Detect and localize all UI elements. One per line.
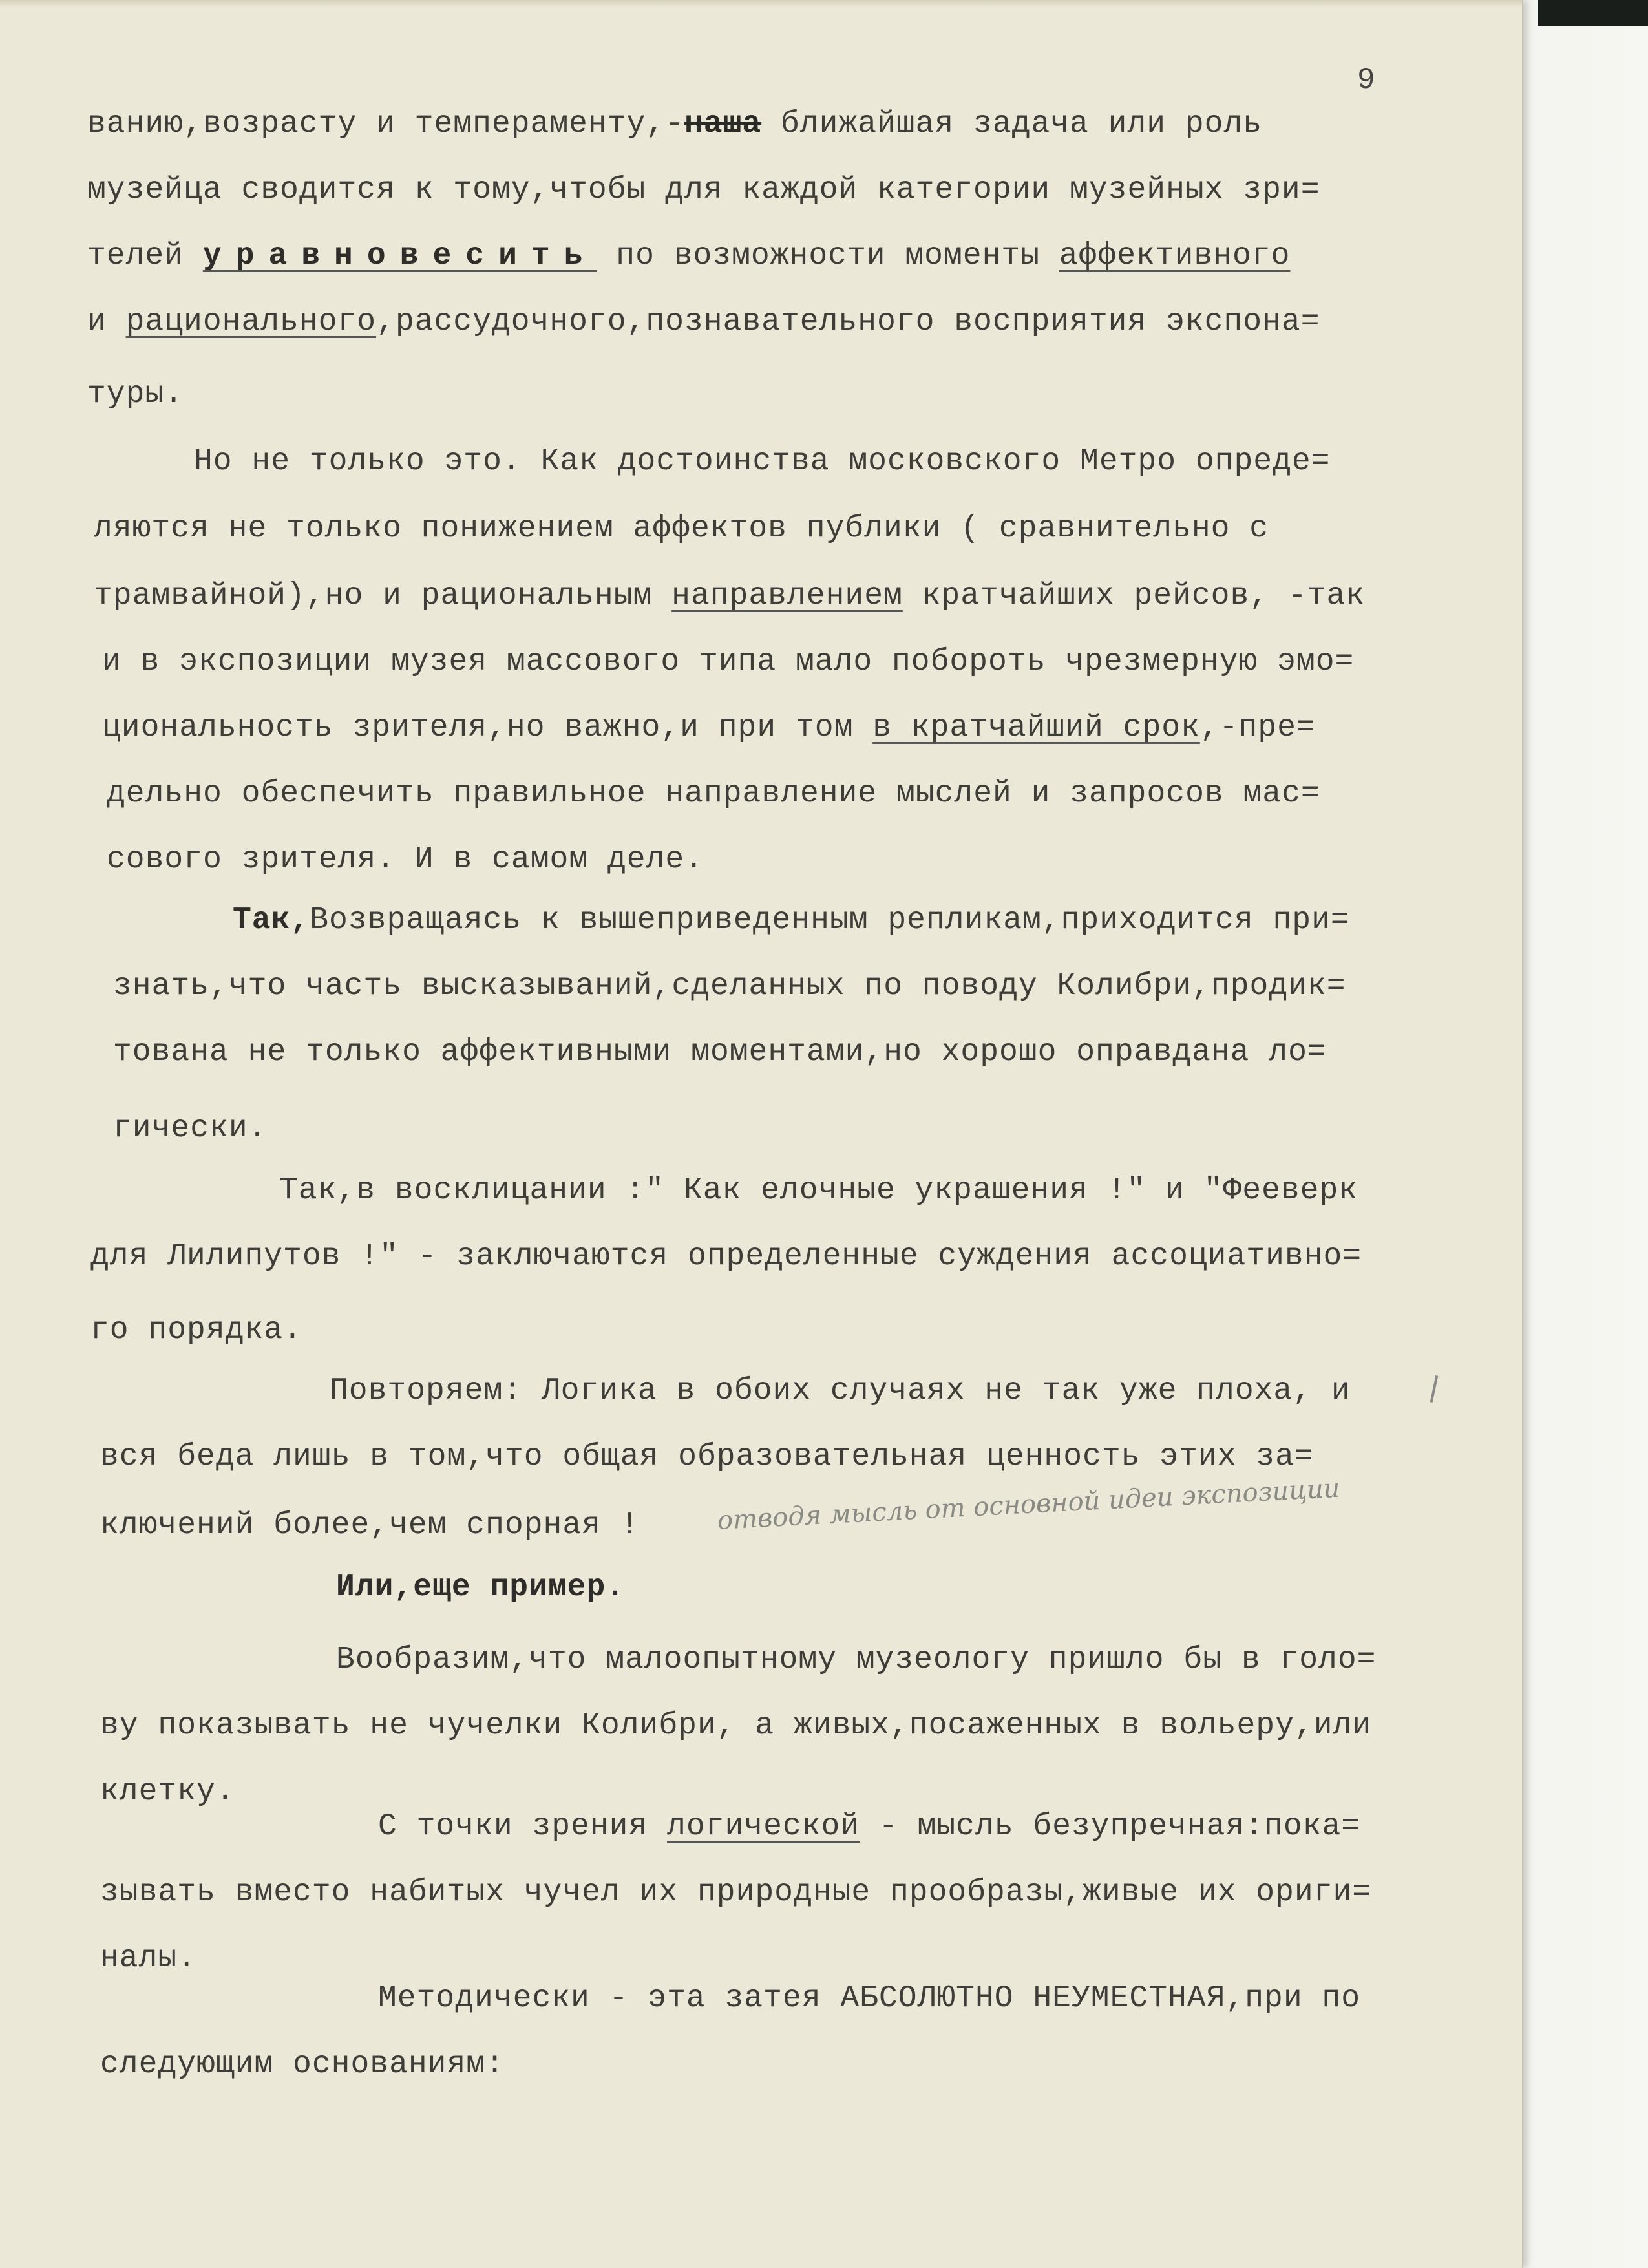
text-line-27 (378, 1811, 1360, 1842)
text-line-11: дельно обеспечить правильное направление мыслей и запросов мас= (107, 776, 1320, 811)
text-line-13 (233, 905, 1350, 936)
underlined-word: логической (667, 1809, 860, 1844)
emphasized-word: уравновесить (202, 238, 597, 273)
text-line-19: го порядка. (90, 1313, 302, 1348)
text-segment: циональность зрителя,но важно,и при том (102, 710, 873, 745)
text-segment: кратчайших рейсов, -так (902, 578, 1366, 613)
text-line-18: для Лилипутов !" - заключаются определенные суждения ассоциативно= (90, 1239, 1362, 1274)
text-line-16: гически. (113, 1111, 268, 1146)
text-line-10 (102, 712, 1316, 743)
text-line-12: сового зрителя. И в самом деле. (107, 842, 704, 877)
text-segment: ванию,возрасту и темпераменту,- (87, 107, 684, 142)
text-line-4 (87, 306, 1320, 337)
text-line-30: Методически - эта затея АБСОЛЮТНО НЕУМЕСТНАЯ,при по (378, 1981, 1361, 2016)
paper-top-edge (0, 0, 1522, 8)
text-segment: телей (87, 238, 203, 273)
scanner-corner (1538, 0, 1648, 26)
text-line-28: зывать вместо набитых чучел их природные прообразы,живые их ориги= (100, 1875, 1372, 1910)
text-line-2: музейца сводится к тому,чтобы для каждой категории музейных зри= (87, 173, 1320, 207)
underlined-word: аффективного (1059, 238, 1291, 273)
overtyped-word: Так, (233, 903, 310, 938)
text-line-23: Или,еще пример. (336, 1570, 626, 1605)
text-line-20: Повторяем: Логика в обоих случаях не так уже плоха, и (330, 1373, 1351, 1408)
underlined-word: направлением (671, 578, 903, 613)
underlined-phrase: в кратчайший срок (872, 710, 1200, 745)
text-line-5: туры. (87, 377, 184, 412)
text-line-9: и в экспозиции музея массового типа мало побороть чрезмерную эмо= (102, 644, 1355, 679)
text-line-29: налы. (100, 1941, 197, 1976)
text-segment: С точки зрения (378, 1809, 668, 1844)
text-segment: ,-пре= (1199, 710, 1316, 745)
text-line-6: Но не только это. Как достоинства московского Метро опреде= (194, 444, 1331, 479)
text-line-31: следующим основаниям: (100, 2047, 505, 2082)
underlined-word: рационального (125, 304, 377, 339)
text-line-25: ву показывать не чучелки Колибри, а живых,посаженных в вольеру,или (100, 1708, 1372, 1743)
text-line-3 (87, 240, 1290, 271)
text-segment: по возможности моменты (597, 238, 1059, 273)
text-line-14: знать,что часть высказываний,сделанных по поводу Колибри,продик= (113, 969, 1346, 1004)
text-segment: Возвращаясь к вышеприведенным репликам,приходится при= (310, 903, 1350, 938)
struck-out-word: наша (684, 107, 762, 142)
pencil-mark (1430, 1375, 1439, 1403)
text-line-1 (87, 109, 1262, 140)
text-line-8 (94, 580, 1365, 611)
text-line-21: вся беда лишь в том,что общая образовательная ценность этих за= (100, 1439, 1314, 1474)
text-segment: - мысль безупречная:пока= (860, 1809, 1361, 1844)
text-line-24: Вообразим,что малоопытному музеологу пришло бы в голо= (336, 1642, 1377, 1677)
text-segment: и (87, 304, 126, 339)
text-segment: трамвайной),но и рациональным (94, 578, 672, 613)
handwritten-annotation: отводя мысль от основной идеи экспозиции (716, 1473, 1341, 1536)
text-line-15: тована не только аффективными моментами,но хорошо оправдана ло= (113, 1035, 1327, 1070)
text-segment: ,рассудочного,познавательного восприятия экспона= (376, 304, 1320, 339)
text-line-17: Так,в восклицании :" Как елочные украшения !" и "Фееверк (279, 1173, 1358, 1208)
text-segment: ближайшая задача или роль (761, 107, 1263, 142)
text-line-7: ляются не только понижением аффектов публики ( сравнительно с (94, 511, 1269, 546)
text-line-22: ключений более,чем спорная ! (100, 1508, 640, 1543)
page-number: 9 (1357, 63, 1377, 97)
text-line-26: клетку. (100, 1774, 235, 1809)
